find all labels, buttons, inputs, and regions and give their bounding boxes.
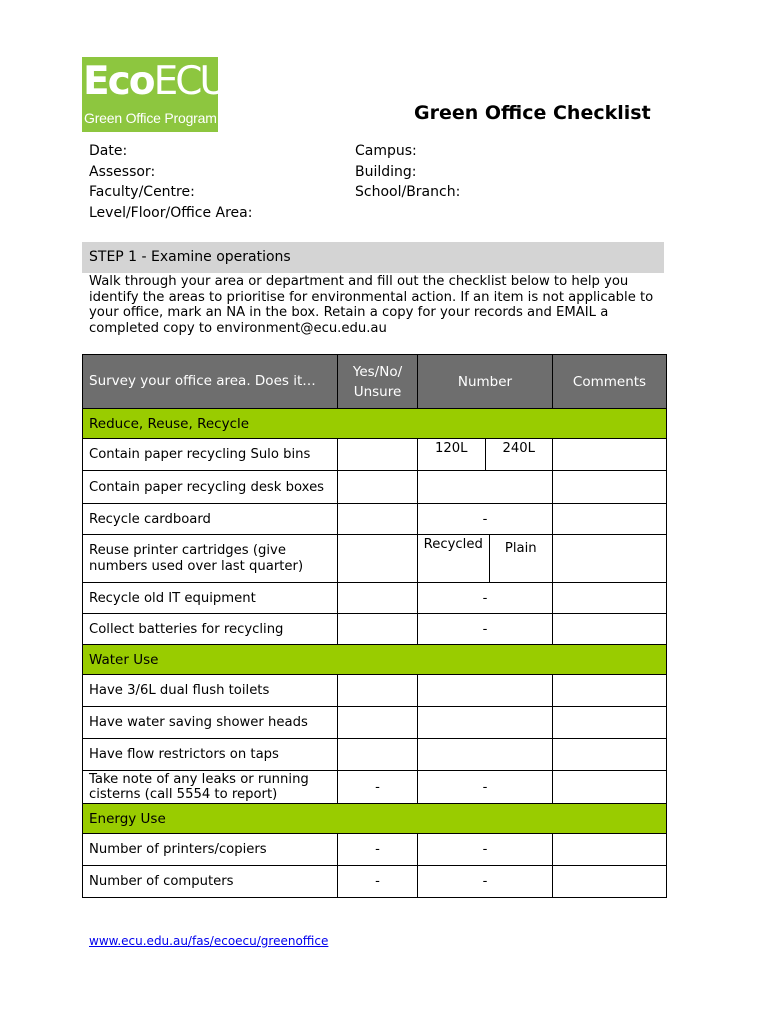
yes-cell[interactable]: - bbox=[338, 834, 418, 866]
step-heading: STEP 1 - Examine operations bbox=[89, 249, 291, 265]
row-label: Have 3/6L dual flush toilets bbox=[83, 675, 338, 707]
number-cell[interactable]: - bbox=[418, 504, 553, 535]
header-survey: Survey your office area. Does it… bbox=[83, 355, 338, 409]
comments-cell[interactable] bbox=[553, 504, 667, 535]
row-label: Have flow restrictors on taps bbox=[83, 739, 338, 771]
field-campus: Campus: bbox=[355, 143, 417, 159]
logo-subtitle: Green Office Program bbox=[84, 110, 217, 126]
comments-cell[interactable] bbox=[553, 439, 667, 471]
yes-cell[interactable] bbox=[338, 504, 418, 535]
header-comments: Comments bbox=[553, 355, 667, 409]
row-label: Number of computers bbox=[83, 866, 338, 898]
ecoecu-logo bbox=[82, 57, 225, 132]
table-row bbox=[83, 675, 667, 707]
step-heading-bar bbox=[82, 242, 664, 273]
comments-cell[interactable] bbox=[553, 614, 667, 645]
header-yes-no: Yes/No/ Unsure bbox=[338, 355, 418, 409]
logo-wordmark: EcoECU bbox=[83, 59, 225, 104]
row-label: Collect batteries for recycling bbox=[83, 614, 338, 645]
row-label: Number of printers/copiers bbox=[83, 834, 338, 866]
table-row bbox=[83, 834, 667, 866]
field-date: Date: bbox=[89, 143, 128, 159]
field-school: School/Branch: bbox=[355, 184, 461, 200]
field-building: Building: bbox=[355, 164, 417, 180]
table-row bbox=[83, 707, 667, 739]
sub-120l[interactable]: 120L bbox=[434, 441, 468, 456]
number-cell[interactable] bbox=[418, 439, 553, 471]
row-label: Contain paper recycling Sulo bins bbox=[83, 439, 338, 471]
sub-recycled[interactable]: Recycled bbox=[423, 537, 483, 552]
section-energy bbox=[83, 804, 667, 834]
table-row bbox=[83, 866, 667, 898]
comments-cell[interactable] bbox=[553, 866, 667, 898]
header-number: Number bbox=[418, 355, 553, 409]
comments-cell[interactable] bbox=[553, 834, 667, 866]
table-row bbox=[83, 504, 667, 535]
section-reduce bbox=[83, 409, 667, 439]
row-label: Contain paper recycling desk boxes bbox=[83, 471, 338, 504]
number-cell[interactable] bbox=[418, 739, 553, 771]
row-label: Recycle cardboard bbox=[83, 504, 338, 535]
number-cell[interactable]: - bbox=[418, 614, 553, 645]
table-header-row bbox=[83, 355, 667, 409]
number-cell[interactable]: - bbox=[418, 834, 553, 866]
sub-240l[interactable]: 240L bbox=[485, 439, 553, 470]
footer-link[interactable]: www.ecu.edu.au/fas/ecoecu/greenoffice bbox=[89, 934, 329, 948]
table-row bbox=[83, 583, 667, 614]
sub-plain[interactable]: Plain bbox=[489, 535, 553, 582]
yes-cell[interactable] bbox=[338, 614, 418, 645]
number-cell[interactable]: - bbox=[418, 866, 553, 898]
section-title: Reduce, Reuse, Recycle bbox=[83, 409, 667, 439]
field-level: Level/Floor/Office Area: bbox=[89, 205, 253, 221]
yes-cell[interactable] bbox=[338, 471, 418, 504]
number-cell[interactable] bbox=[418, 535, 553, 583]
comments-cell[interactable] bbox=[553, 707, 667, 739]
table-row bbox=[83, 771, 667, 804]
comments-cell[interactable] bbox=[553, 471, 667, 504]
table-row bbox=[83, 614, 667, 645]
number-cell[interactable]: - bbox=[418, 583, 553, 614]
section-title: Energy Use bbox=[83, 804, 667, 834]
comments-cell[interactable] bbox=[553, 583, 667, 614]
table-row bbox=[83, 535, 667, 583]
yes-cell[interactable] bbox=[338, 675, 418, 707]
row-label: Reuse printer cartridges (give numbers used over last quarter) bbox=[83, 535, 338, 583]
number-cell[interactable] bbox=[418, 675, 553, 707]
number-cell[interactable] bbox=[418, 471, 553, 504]
yes-cell[interactable] bbox=[338, 707, 418, 739]
checklist-table bbox=[82, 354, 667, 898]
section-title: Water Use bbox=[83, 645, 667, 675]
yes-cell[interactable] bbox=[338, 583, 418, 614]
comments-cell[interactable] bbox=[553, 675, 667, 707]
yes-cell[interactable] bbox=[338, 535, 418, 583]
field-assessor: Assessor: bbox=[89, 164, 156, 180]
number-cell[interactable] bbox=[418, 707, 553, 739]
intro-text: Walk through your area or department and fill out the checklist below to help you identify the areas to prioritise for environmental action. If an item is not applicable to your office, mark an NA in the box. Retain a copy for your records and EMAIL a completed copy to environment@ecu.edu.au bbox=[89, 274, 654, 336]
table-row bbox=[83, 739, 667, 771]
field-faculty: Faculty/Centre: bbox=[89, 184, 195, 200]
comments-cell[interactable] bbox=[553, 739, 667, 771]
row-label: Take note of any leaks or running cisterns (call 5554 to report) bbox=[83, 771, 338, 804]
comments-cell[interactable] bbox=[553, 535, 667, 583]
yes-cell[interactable] bbox=[338, 439, 418, 471]
yes-cell[interactable] bbox=[338, 739, 418, 771]
yes-cell[interactable]: - bbox=[338, 771, 418, 804]
section-water bbox=[83, 645, 667, 675]
table-row bbox=[83, 471, 667, 504]
yes-cell[interactable]: - bbox=[338, 866, 418, 898]
comments-cell[interactable] bbox=[553, 771, 667, 804]
row-label: Have water saving shower heads bbox=[83, 707, 338, 739]
number-cell[interactable]: - bbox=[418, 771, 553, 804]
table-row bbox=[83, 439, 667, 471]
page-title: Green Office Checklist bbox=[414, 102, 651, 124]
row-label: Recycle old IT equipment bbox=[83, 583, 338, 614]
